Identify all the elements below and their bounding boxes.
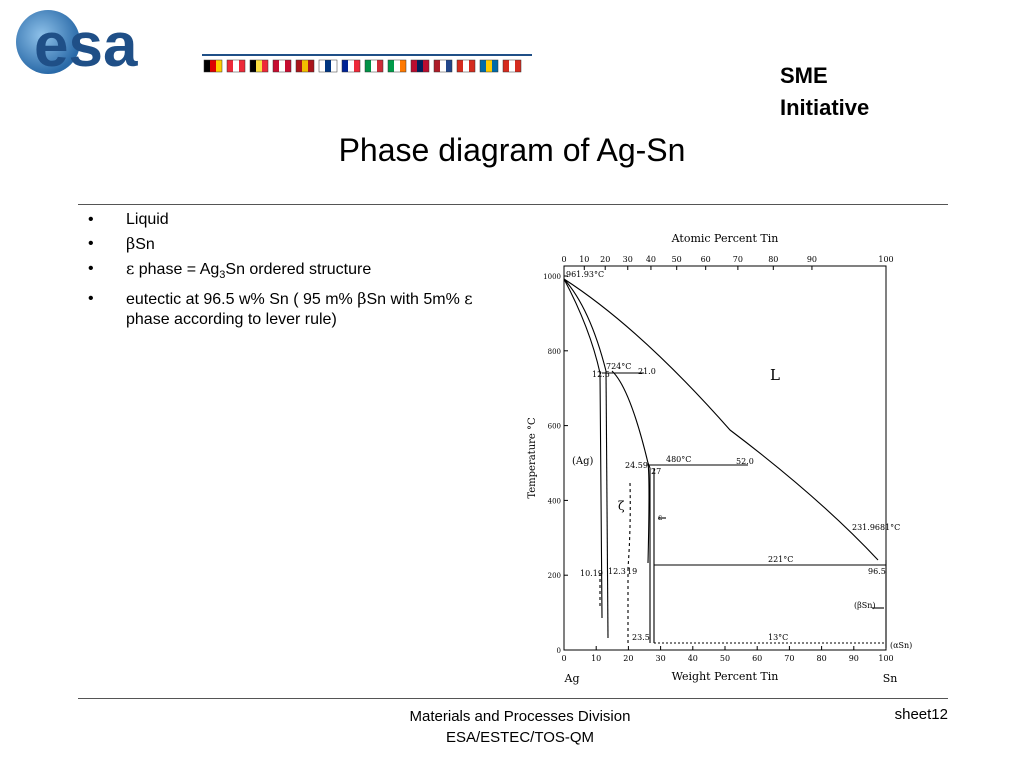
label-epsilon: ε bbox=[658, 513, 663, 522]
flag-icon bbox=[480, 60, 498, 72]
member-flags bbox=[204, 60, 521, 72]
x-tick-label: 90 bbox=[848, 654, 859, 663]
sme-initiative: SME Initiative bbox=[780, 63, 870, 120]
x-tick-label: 40 bbox=[687, 654, 698, 663]
label-724: 724°C bbox=[606, 362, 632, 371]
label-sn-melt: 231.9681°C bbox=[852, 523, 901, 532]
top-tick-label: 30 bbox=[622, 255, 633, 264]
flag-icon bbox=[411, 60, 429, 72]
flag-icon bbox=[227, 60, 245, 72]
top-divider bbox=[78, 204, 948, 205]
label-480: 480°C bbox=[666, 455, 692, 464]
plot-frame bbox=[564, 266, 886, 650]
top-axis-ticks bbox=[561, 255, 893, 270]
flag-icon bbox=[342, 60, 360, 72]
liquidus-upper bbox=[564, 279, 878, 560]
label-12-3: 12.3 bbox=[608, 567, 626, 576]
bullet-marker: • bbox=[88, 235, 94, 252]
label-23-5: 23.5 bbox=[632, 633, 650, 642]
flag-icon bbox=[388, 60, 406, 72]
top-tick-label: 50 bbox=[671, 255, 682, 264]
top-tick-label: 10 bbox=[579, 255, 590, 264]
label-10-19: 10.19 bbox=[580, 569, 603, 578]
top-tick-label: 0 bbox=[561, 255, 567, 264]
y-tick-label: 0 bbox=[556, 647, 561, 655]
label-zeta: ζ bbox=[618, 499, 625, 513]
top-axis-title: Atomic Percent Tin bbox=[671, 232, 779, 245]
flag-icon bbox=[319, 60, 337, 72]
flag-icon bbox=[296, 60, 314, 72]
flag-icon bbox=[434, 60, 452, 72]
label-21-0: 21.0 bbox=[638, 367, 656, 376]
label-221: 221°C bbox=[768, 555, 794, 564]
x-axis-ticks bbox=[561, 646, 893, 663]
flag-icon bbox=[457, 60, 475, 72]
top-tick-label: 100 bbox=[878, 255, 894, 264]
top-tick-label: 80 bbox=[768, 255, 779, 264]
label-liquid: L bbox=[770, 366, 780, 384]
x-tick-label: 0 bbox=[561, 654, 567, 663]
bullet-item: • eutectic at 96.5 w% Sn ( 95 m% βSn with 5m% ε phase according to lever rule) bbox=[88, 289, 473, 329]
flag-icon bbox=[273, 60, 291, 72]
y-tick-label: 400 bbox=[547, 497, 561, 506]
label-96-5: 96.5 bbox=[868, 567, 886, 576]
label-12-5: 12.5 bbox=[592, 370, 610, 379]
y-tick-label: 200 bbox=[547, 572, 561, 581]
x-tick-label: 60 bbox=[752, 654, 763, 663]
label-19: 19 bbox=[627, 567, 638, 576]
top-tick-label: 60 bbox=[700, 255, 711, 264]
bullet-marker: • bbox=[88, 290, 94, 308]
bullet-item: • ε phase = $Ag_3Sn$ ordered structure bbox=[88, 259, 372, 282]
ag-solvus bbox=[564, 279, 602, 618]
bullet-item: • βSn bbox=[88, 234, 155, 253]
y-tick-label: 600 bbox=[547, 422, 561, 431]
esa-logo bbox=[12, 4, 532, 82]
label-13: 13°C bbox=[768, 633, 789, 642]
page-title: Phase diagram of Ag-Sn bbox=[338, 132, 686, 168]
phase-diagram bbox=[520, 228, 930, 690]
x-tick-label: 10 bbox=[591, 654, 602, 663]
top-tick-label: 70 bbox=[732, 255, 743, 264]
x-tick-label: 70 bbox=[784, 654, 795, 663]
footer-division: Materials and Processes Division ESA/ESTEC/TOS-QM bbox=[409, 708, 631, 746]
x-tick-label: 100 bbox=[878, 654, 894, 663]
label-24-59: 24.59 bbox=[625, 461, 648, 470]
top-tick-label: 90 bbox=[806, 255, 818, 264]
bullet-marker: • bbox=[88, 211, 94, 228]
y-tick-label: 800 bbox=[547, 347, 561, 356]
top-tick-label: 20 bbox=[600, 255, 611, 264]
label-beta-sn: (βSn) bbox=[854, 601, 876, 610]
flag-icon bbox=[365, 60, 383, 72]
x-tick-label: 30 bbox=[655, 654, 666, 663]
x-tick-label: 20 bbox=[623, 654, 634, 663]
left-element: Ag bbox=[564, 672, 580, 685]
bullet-item: • Liquid bbox=[88, 211, 169, 228]
flag-icon bbox=[503, 60, 521, 72]
label-52-0: 52.0 bbox=[736, 457, 754, 466]
y-tick-label: 1000 bbox=[543, 273, 561, 281]
label-ag-phase: (Ag) bbox=[572, 456, 594, 467]
flag-icon bbox=[250, 60, 268, 72]
label-alpha-sn: (αSn) bbox=[890, 641, 913, 650]
y-axis-title: Temperature °C bbox=[527, 417, 538, 499]
top-tick-label: 40 bbox=[645, 255, 657, 264]
right-element: Sn bbox=[882, 672, 898, 685]
label-ag-melt: 961.93°C bbox=[566, 270, 605, 279]
logo-text: esa bbox=[34, 11, 138, 80]
bullet-list bbox=[86, 210, 486, 334]
diagram-labels bbox=[566, 270, 912, 650]
sheet-number: sheet12 bbox=[894, 706, 948, 723]
phase-boundaries bbox=[564, 279, 886, 648]
flag-icon bbox=[204, 60, 222, 72]
x-tick-label: 80 bbox=[816, 654, 827, 663]
label-27: 27 bbox=[651, 467, 662, 476]
bullet-marker: • bbox=[88, 260, 94, 277]
bottom-divider bbox=[78, 698, 948, 699]
x-tick-label: 50 bbox=[719, 654, 731, 663]
bottom-axis-title: Weight Percent Tin bbox=[671, 670, 779, 683]
